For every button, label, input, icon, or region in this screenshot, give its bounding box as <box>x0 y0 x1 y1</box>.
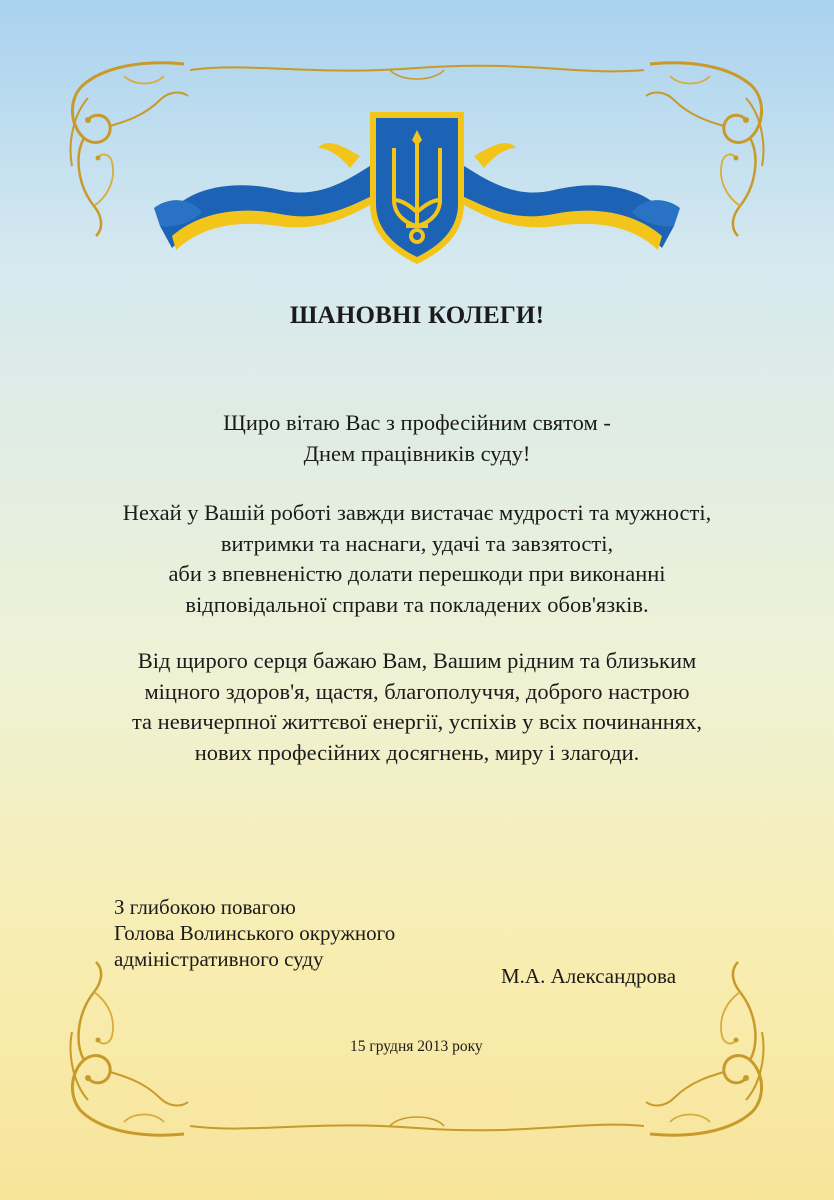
wishes-line: відповідальної справи та покладених обов'язків. <box>185 591 649 617</box>
blessings-line: нових професійних досягнень, миру і злагоди. <box>194 739 640 765</box>
blessings-line: Від щирого серця бажаю Вам, Вашим рідним та близьким <box>137 648 697 673</box>
signature-line: З глибокою повагою <box>114 895 296 919</box>
letter-heading: ШАНОВНІ КОЛЕГИ! <box>289 302 545 329</box>
signature-line: Голова Волинського окружного <box>114 921 396 945</box>
top-ornament-line <box>190 58 644 88</box>
letter-date: 15 грудня 2013 року <box>350 1038 483 1055</box>
greeting-paragraph <box>60 408 774 469</box>
bottom-ornament-line <box>190 1108 644 1138</box>
wishes-line: аби з впевненістю долати перешкоди при виконанні <box>168 561 666 586</box>
blessings-line: та невичерпної життєвої енергії, успіхів у всіх починаннях, <box>131 709 703 734</box>
signer-name: М.А. Александрова <box>501 964 677 988</box>
wishes-line: витримки та наснаги, удачі та завзятості, <box>220 530 614 556</box>
blessings-line: міцного здоров'я, щастя, благополуччя, доброго настрою <box>144 678 690 704</box>
ukraine-trident-icon <box>150 108 684 266</box>
wishes-paragraph <box>60 498 774 620</box>
signature-line: адміністративного суду <box>114 947 324 971</box>
greeting-line: Днем працівників суду! <box>303 440 531 466</box>
wishes-line: Нехай у Вашій роботі завжди вистачає мудрості та мужності, <box>122 500 712 525</box>
greeting-line: Щиро вітаю Вас з професійним святом - <box>223 410 611 435</box>
signature-block <box>114 894 395 972</box>
blessings-paragraph <box>60 646 774 768</box>
corner-ornament-bottom-left <box>64 952 204 1142</box>
